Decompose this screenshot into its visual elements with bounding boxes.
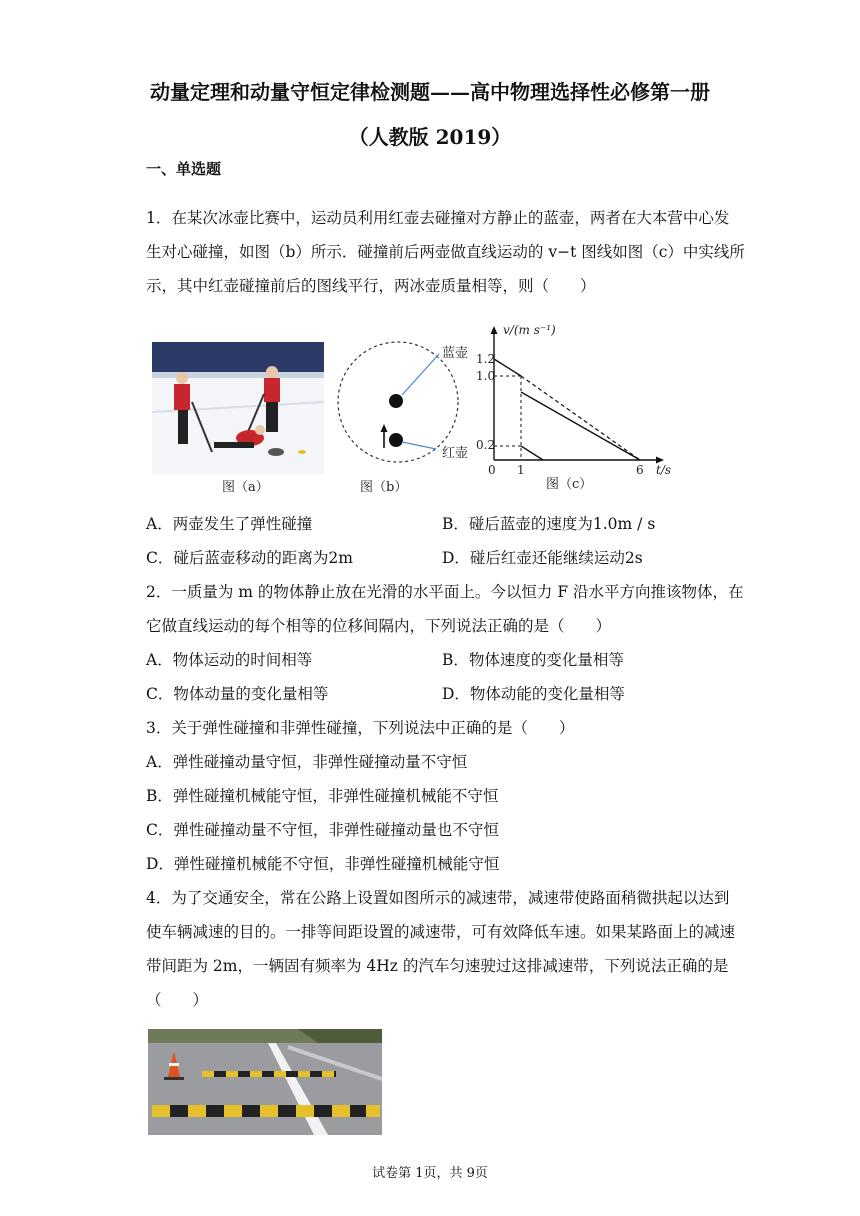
q2-option-b: B．物体速度的变化量相等 xyxy=(442,651,624,669)
page-title-line2: （人教版 2019） xyxy=(348,125,512,149)
q1-option-c: C．碰后蓝壶移动的距离为2m xyxy=(146,549,353,567)
y-tick-1-2: 1.2 xyxy=(476,352,496,366)
q1-option-d: D．碰后红壶还能继续运动2s xyxy=(442,549,643,567)
x-tick-0: 0 xyxy=(488,463,496,477)
q3-option-c: C．弹性碰撞动量不守恒，非弹性碰撞动量也不守恒 xyxy=(146,821,499,839)
q4-line-2: 使车辆减速的目的。一排等间距设置的减速带，可有效降低车速。如果某路面上的减速 xyxy=(146,923,736,941)
q4-line-4: （ ） xyxy=(146,991,209,1009)
q4-line-3: 带间距为 2m，一辆固有频率为 4Hz 的汽车匀速驶过这排减速带，下列说法正确的是 xyxy=(146,957,729,975)
x-tick-6: 6 xyxy=(636,463,644,477)
q1-line-2: 生对心碰撞，如图（b）所示．碰撞前后两壶做直线运动的 v−t 图线如图（c）中实线所 xyxy=(146,243,745,261)
q1-line-3: 示，其中红壶碰撞前后的图线平行，两冰壶质量相等，则（ ） xyxy=(146,277,596,295)
curling-photo-illustration xyxy=(152,342,324,474)
q2-option-c: C．物体动量的变化量相等 xyxy=(146,685,329,703)
t-axis-label: t/s xyxy=(656,463,672,477)
caption-c: 图（c） xyxy=(546,477,593,492)
q2-line-2: 它做直线运动的每个相等的位移间隔内，下列说法正确的是（ ） xyxy=(146,617,612,635)
blue-stone-label: 蓝壶 xyxy=(442,346,469,361)
page-footer: 试卷第 1页，共 9页 xyxy=(372,1166,488,1181)
red-stone-leader xyxy=(402,442,436,449)
caption-b: 图（b） xyxy=(360,480,408,495)
q4-line-1: 4．为了交通安全，常在公路上设置如图所示的减速带，减速带使路面稍微拱起以达到 xyxy=(146,889,730,907)
q3-line-1: 3．关于弹性碰撞和非弹性碰撞，下列说法中正确的是（ ） xyxy=(146,719,575,737)
q2-option-d: D．物体动能的变化量相等 xyxy=(442,685,625,703)
velocity-arrowhead xyxy=(381,424,388,432)
red-stone-label: 红壶 xyxy=(442,446,469,461)
x-tick-1: 1 xyxy=(517,463,525,477)
caption-a: 图（a） xyxy=(222,480,269,495)
q3-option-a: A．弹性碰撞动量守恒，非弹性碰撞动量不守恒 xyxy=(146,753,468,771)
q2-option-a: A．物体运动的时间相等 xyxy=(146,651,313,669)
speed-bump-illustration xyxy=(148,1029,382,1135)
blue-stone xyxy=(389,394,403,408)
v-axis-arrow xyxy=(491,326,498,334)
q3-option-b: B．弹性碰撞机械能守恒，非弹性碰撞机械能不守恒 xyxy=(146,787,499,805)
q1-option-b: B．碰后蓝壶的速度为1.0m / s xyxy=(442,515,656,533)
red-after-line xyxy=(521,446,543,460)
y-tick-1-0: 1.0 xyxy=(476,369,496,383)
q2-line-1: 2．一质量为 m 的物体静止放在光滑的水平面上。今以恒力 F 沿水平方向推该物体，在 xyxy=(146,583,744,601)
section-heading: 一、单选题 xyxy=(146,160,222,178)
q1-line-1: 1．在某次冰壶比赛中，运动员利用红壶去碰撞对方静止的蓝壶，两者在大本营中心发 xyxy=(146,209,730,227)
far-speed-bump xyxy=(202,1071,336,1077)
near-speed-bump xyxy=(152,1105,380,1117)
q1-option-a: A．两壶发生了弹性碰撞 xyxy=(146,515,313,533)
blue-stone-leader xyxy=(402,354,439,395)
curling-photo xyxy=(152,342,324,474)
speed-bump-photo xyxy=(148,1029,382,1135)
q3-option-d: D．弹性碰撞机械能不守恒，非弹性碰撞机械能守恒 xyxy=(146,855,500,873)
velocity-time-graph xyxy=(470,322,690,482)
red-stone xyxy=(389,433,403,447)
page-title-line1: 动量定理和动量守恒定律检测题——高中物理选择性必修第一册 xyxy=(150,80,710,104)
blue-after-line xyxy=(521,392,640,460)
red-extension-dashed xyxy=(521,376,640,460)
v-axis-label: v/(m s⁻¹) xyxy=(503,323,556,337)
y-tick-0-2: 0.2 xyxy=(476,438,496,452)
red-before-line xyxy=(494,359,521,376)
